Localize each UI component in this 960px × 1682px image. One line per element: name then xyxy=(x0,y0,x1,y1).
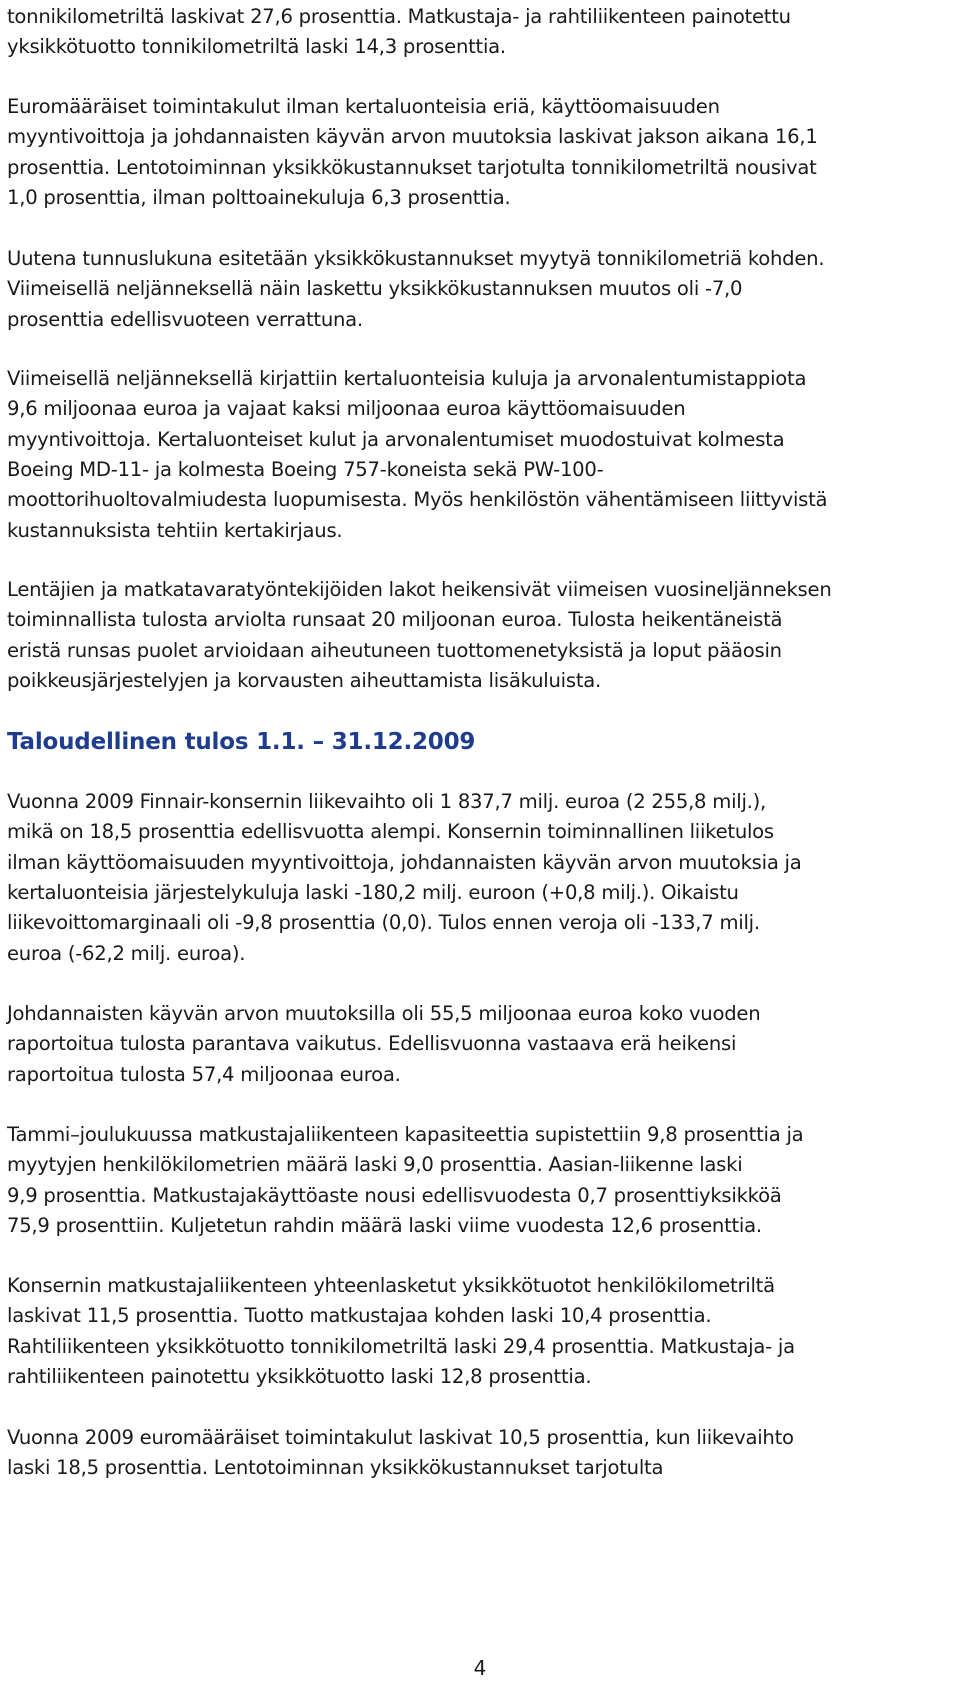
text-line: raportoitua tulosta 57,4 miljoonaa euroa. xyxy=(7,1062,401,1086)
text-line: Johdannaisten käyvän arvon muutoksilla oli 55,5 miljoonaa euroa koko vuoden xyxy=(7,1002,761,1025)
text-line: rahtiliikenteen painotettu yksikkötuotto laski 12,8 prosenttia. xyxy=(7,1365,592,1389)
text-line: Lentäjien ja matkatavaratyöntekijöiden lakot heikensivät viimeisen vuosineljänneksen xyxy=(7,578,832,601)
text-line: 9,6 miljoonaa euroa ja vajaat kaksi miljoonaa euroa käyttöomaisuuden xyxy=(7,397,686,421)
paragraph xyxy=(7,1120,803,1241)
text-line: Uutena tunnuslukuna esitetään yksikkökustannukset myytyä tonnikilometriä kohden. xyxy=(7,247,825,270)
text-line: euroa (-62,2 milj. euroa). xyxy=(7,941,246,965)
text-line: mikä on 18,5 prosenttia edellisvuotta alempi. Konsernin toiminnallinen liiketulos xyxy=(7,820,774,844)
text-line: 1,0 prosenttia, ilman polttoainekuluja 6,3 prosenttia. xyxy=(7,186,511,210)
text-line: liikevoittomarginaali oli -9,8 prosenttia (0,0). Tulos ennen veroja oli -133,7 milj. xyxy=(7,911,760,935)
text-line: prosenttia edellisvuoteen verrattuna. xyxy=(7,307,363,331)
paragraph xyxy=(7,999,760,1090)
paragraph xyxy=(7,364,827,546)
text-line: Vuonna 2009 euromääräiset toimintakulut laskivat 10,5 prosenttia, kun liikevaihto xyxy=(7,1426,794,1449)
text-line: Vuonna 2009 Finnair-konsernin liikevaihto oli 1 837,7 milj. euroa (2 255,8 milj.), xyxy=(7,790,767,813)
text-line: Konsernin matkustajaliikenteen yhteenlasketut yksikkötuotot henkilökilometriltä xyxy=(7,1274,775,1297)
text-line: 9,9 prosenttia. Matkustajakäyttöaste nousi edellisvuodesta 0,7 prosenttiyksikköä xyxy=(7,1183,782,1207)
page-number: 4 xyxy=(473,1656,487,1680)
text-line: raportoitua tulosta parantava vaikutus. Edellisvuonna vastaava erä heikensi xyxy=(7,1032,737,1056)
text-line: moottorihuoltovalmiudesta luopumisesta. Myös henkilöstön vähentämiseen liittyvistä xyxy=(7,488,828,512)
text-line: poikkeusjärjestelyjen ja korvausten aiheuttamista lisäkuluista. xyxy=(7,669,601,693)
text-line: myyntivoittoja. Kertaluonteiset kulut ja arvonalentumiset muodostuivat kolmesta xyxy=(7,427,785,451)
text-line: Rahtiliikenteen yksikkötuotto tonnikilometriltä laski 29,4 prosenttia. Matkustaja- ja xyxy=(7,1334,795,1358)
paragraph xyxy=(7,1423,794,1484)
paragraph xyxy=(7,787,802,969)
text-line: laskivat 11,5 prosenttia. Tuotto matkustajaa kohden laski 10,4 prosenttia. xyxy=(7,1304,712,1328)
text-line: 75,9 prosenttiin. Kuljetetun rahdin määrä laski viime vuodesta 12,6 prosenttia. xyxy=(7,1214,762,1238)
section-heading: Taloudellinen tulos 1.1. – 31.12.2009 xyxy=(7,729,476,755)
text-line: yksikkötuotto tonnikilometriltä laski 14,3 prosenttia. xyxy=(7,35,506,59)
paragraph xyxy=(7,575,832,696)
text-line: kustannuksista tehtiin kertakirjaus. xyxy=(7,518,343,542)
text-line: toiminnallista tulosta arviolta runsaat 20 miljoonan euroa. Tulosta heikentäneistä xyxy=(7,608,783,632)
text-line: eristä runsas puolet arvioidaan aiheutuneen tuottomenetyksistä ja loput pääosin xyxy=(7,638,782,662)
text-line: myytyjen henkilökilometrien määrä laski 9,0 prosenttia. Aasian-liikenne laski xyxy=(7,1153,743,1177)
text-line: Boeing MD-11- ja kolmesta Boeing 757-koneista sekä PW-100- xyxy=(7,458,604,482)
text-line: Viimeisellä neljänneksellä näin laskettu yksikkökustannuksen muutos oli -7,0 xyxy=(7,277,743,301)
text-line: ilman käyttöomaisuuden myyntivoittoja, johdannaisten käyvän arvon muutoksia ja xyxy=(7,850,802,874)
paragraph xyxy=(7,1271,795,1392)
text-line: Tammi–joulukuussa matkustajaliikenteen kapasiteettia supistettiin 9,8 prosenttia ja xyxy=(7,1123,804,1146)
text-line: kertaluonteisia järjestelykuluja laski -180,2 milj. euroon (+0,8 milj.). Oikaistu xyxy=(7,881,739,905)
paragraph xyxy=(7,92,818,213)
text-line: Euromääräiset toimintakulut ilman kertaluonteisia eriä, käyttöomaisuuden xyxy=(7,95,720,118)
paragraph xyxy=(7,244,824,335)
text-line: myyntivoittoja ja johdannaisten käyvän arvon muutoksia laskivat jakson aikana 16,1 xyxy=(7,125,818,149)
paragraph xyxy=(7,2,791,63)
text-line: Viimeisellä neljänneksellä kirjattiin kertaluonteisia kuluja ja arvonalentumistappiota xyxy=(7,367,807,390)
text-line: prosenttia. Lentotoiminnan yksikkökustannukset tarjotulta tonnikilometriltä nousivat xyxy=(7,155,817,179)
text-line: tonnikilometriltä laskivat 27,6 prosenttia. Matkustaja- ja rahtiliikenteen painotettu xyxy=(7,5,791,28)
text-line: laski 18,5 prosenttia. Lentotoiminnan yksikkökustannukset tarjotulta xyxy=(7,1456,664,1480)
